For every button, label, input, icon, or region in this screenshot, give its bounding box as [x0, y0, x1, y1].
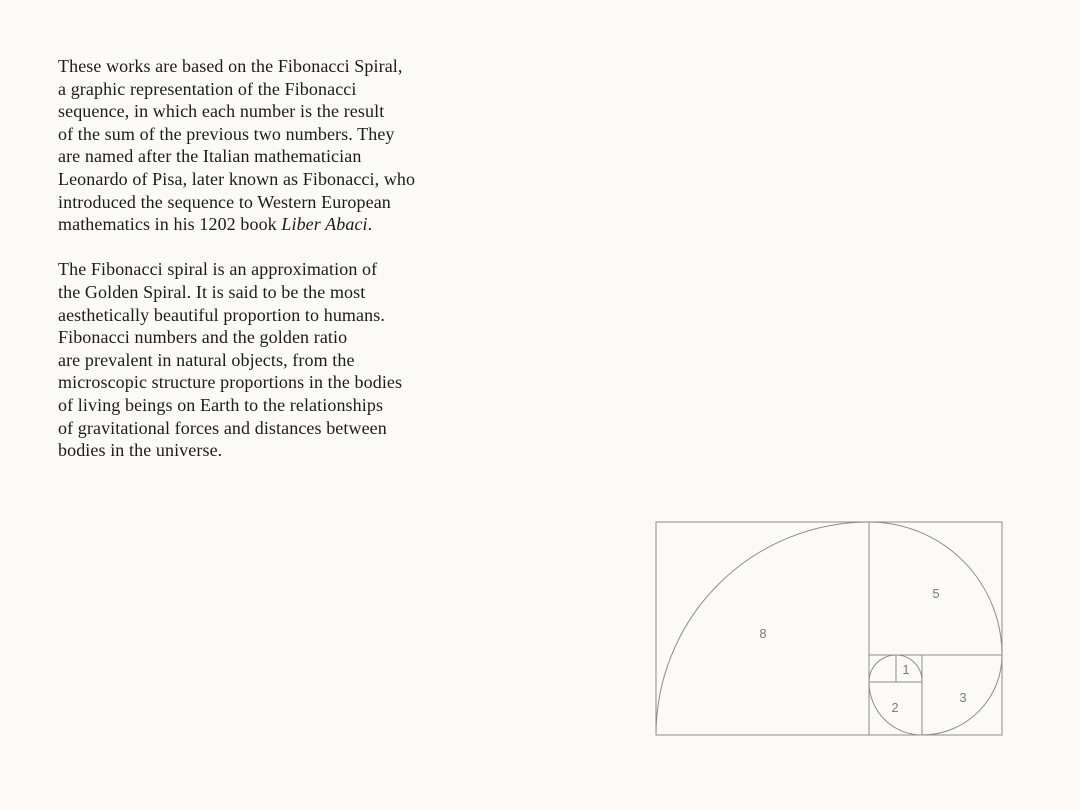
- fibonacci-spiral-diagram: [650, 516, 1010, 746]
- label-3: 3: [959, 690, 967, 705]
- label-5: 5: [932, 586, 940, 601]
- description-text: [58, 55, 458, 484]
- paragraph-intro-text: These works are based on the Fibonacci Spiral, a graphic representation of the Fibonacci sequence, in which each number is the result of the sum of the previous two numbers. They are named after the Italian mathematician Leonardo of Pisa, later known as Fibonacci, who introduced the sequence to Western European mathematics in his 1202 book: [58, 56, 416, 235]
- fibonacci-spiral-svg: [650, 516, 1010, 742]
- paragraph-intro: [58, 55, 458, 236]
- paragraph-intro-end: .: [367, 214, 373, 235]
- label-8: 8: [759, 626, 767, 641]
- outer-rectangle: [656, 522, 1002, 735]
- book-title: Liber Abaci: [281, 214, 368, 235]
- paragraph-golden-spiral: The Fibonacci spiral is an approximation of the Golden Spiral. It is said to be the most aesthetically beautiful proportion to humans. Fibonacci numbers and the golden ratio are prevalent in natural objects, from the microscopic structure proportions in the bodies of living beings on Earth to the relationships of gravitational forces and distances between bodies in the universe.: [58, 259, 403, 461]
- spiral-arc-1a: [869, 655, 896, 682]
- label-2: 2: [891, 700, 899, 715]
- label-1: 1: [902, 662, 910, 677]
